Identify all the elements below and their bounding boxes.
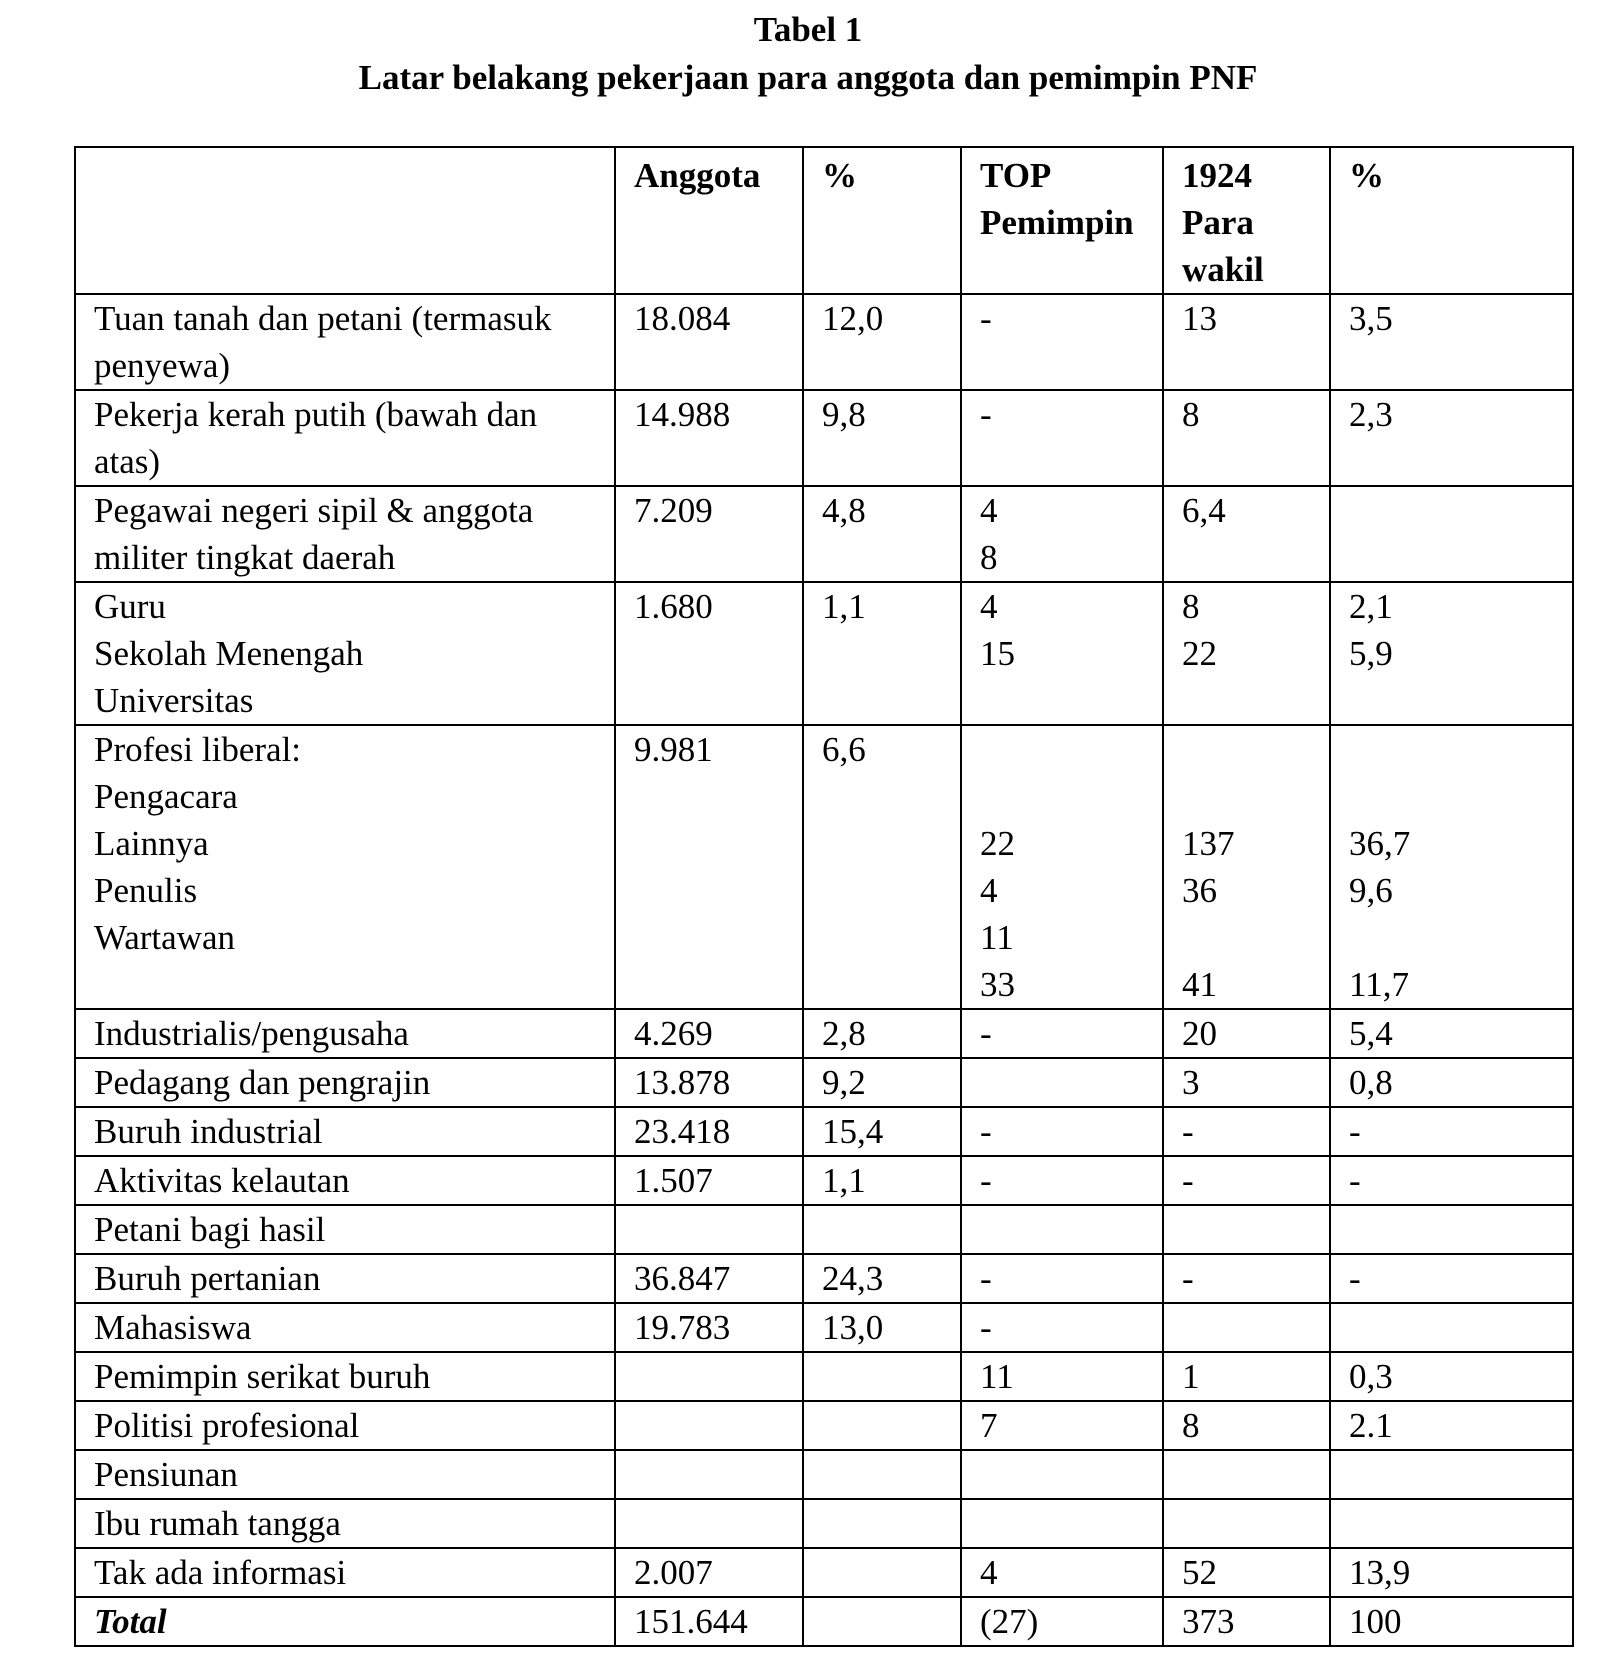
cell-text: Wartawan	[94, 918, 235, 957]
top-pemimpin-cell	[961, 1548, 1163, 1597]
anggota-cell	[615, 1156, 803, 1205]
cell-text: 15,4	[822, 1112, 884, 1151]
cell-text: Tak ada informasi	[94, 1553, 347, 1592]
anggota-cell	[615, 1107, 803, 1156]
header-percent	[803, 147, 961, 294]
top-pemimpin-cell	[961, 1401, 1163, 1450]
row-label-cell	[75, 582, 615, 725]
table-row	[75, 1401, 1573, 1450]
header-top-pemimpin	[961, 147, 1163, 294]
cell-text	[822, 1451, 960, 1498]
table-caption: Latar belakang pekerjaan para anggota dan pemimpin PNF	[358, 58, 1258, 97]
header-1924-para-wakil	[1163, 147, 1330, 294]
anggota-cell	[615, 1450, 803, 1499]
cell-text: 9.981	[634, 730, 713, 769]
row-label-cell	[75, 1058, 615, 1107]
cell-text: 13	[1182, 299, 1217, 338]
cell-text	[980, 1500, 1162, 1547]
cell-text: Pegawai negeri sipil & anggota	[94, 491, 534, 530]
cell-text: 4	[980, 1553, 998, 1592]
para-wakil-cell	[1163, 294, 1330, 390]
cell-text: 100	[1349, 1602, 1402, 1641]
cell-text	[634, 1353, 802, 1400]
table-row	[75, 1205, 1573, 1254]
cell-text: -	[980, 1161, 992, 1200]
row-label-cell	[75, 1254, 615, 1303]
anggota-cell	[615, 486, 803, 582]
cell-text	[1182, 1451, 1329, 1498]
percent-2-cell	[1330, 1548, 1573, 1597]
para-wakil-cell	[1163, 486, 1330, 582]
cell-text	[980, 1059, 1162, 1106]
table-row	[75, 1156, 1573, 1205]
cell-text: 2.1	[1349, 1406, 1393, 1445]
percent-2-cell	[1330, 294, 1573, 390]
cell-text: 9,8	[822, 395, 866, 434]
para-wakil-cell	[1163, 1156, 1330, 1205]
cell-text: 36,7	[1349, 824, 1411, 863]
para-wakil-cell	[1163, 1352, 1330, 1401]
cell-text: 2.007	[634, 1553, 713, 1592]
row-label-cell	[75, 1107, 615, 1156]
row-label-cell	[75, 1205, 615, 1254]
cell-text: 5,4	[1349, 1014, 1393, 1053]
row-label-cell	[75, 1352, 615, 1401]
occupation-table	[74, 146, 1574, 1647]
cell-text	[822, 1206, 960, 1253]
cell-text: 23.418	[634, 1112, 731, 1151]
top-pemimpin-cell	[961, 725, 1163, 1009]
cell-text: 3,5	[1349, 299, 1393, 338]
percent-2-cell	[1330, 1254, 1573, 1303]
cell-text: 14.988	[634, 395, 731, 434]
cell-text: -	[980, 1112, 992, 1151]
cell-text	[1349, 1500, 1572, 1547]
percent-cell	[803, 1548, 961, 1597]
cell-text: Buruh industrial	[94, 1112, 323, 1151]
cell-text	[822, 1353, 960, 1400]
table-row	[75, 1303, 1573, 1352]
cell-text: 33	[980, 965, 1015, 1004]
table-row	[75, 1352, 1573, 1401]
cell-text: 36.847	[634, 1259, 731, 1298]
table-row	[75, 725, 1573, 1009]
cell-text	[1182, 1500, 1329, 1547]
percent-cell	[803, 1205, 961, 1254]
para-wakil-cell	[1163, 1401, 1330, 1450]
cell-text: 4	[980, 871, 998, 910]
cell-text	[1182, 1304, 1329, 1351]
para-wakil-cell	[1163, 1597, 1330, 1646]
cell-text: 41	[1182, 965, 1217, 1004]
row-label-cell	[75, 294, 615, 390]
percent-cell	[803, 486, 961, 582]
cell-text: 3	[1182, 1063, 1200, 1102]
cell-text: -	[1349, 1161, 1361, 1200]
table-row	[75, 1254, 1573, 1303]
header-text: %	[1349, 156, 1384, 195]
cell-text: Ibu rumah tangga	[94, 1504, 341, 1543]
row-label-cell	[75, 1499, 615, 1548]
percent-cell	[803, 1058, 961, 1107]
anggota-cell	[615, 390, 803, 486]
cell-text: -	[1349, 1259, 1361, 1298]
row-label-cell	[75, 1401, 615, 1450]
para-wakil-cell	[1163, 1107, 1330, 1156]
header-percent-2	[1330, 147, 1573, 294]
cell-text	[634, 1500, 802, 1547]
top-pemimpin-cell	[961, 294, 1163, 390]
row-label-cell	[75, 486, 615, 582]
row-label-cell	[75, 1303, 615, 1352]
cell-text: -	[980, 1259, 992, 1298]
anggota-cell	[615, 725, 803, 1009]
percent-2-cell	[1330, 1303, 1573, 1352]
header-text: wakil	[1182, 250, 1264, 289]
cell-text: Guru	[94, 587, 166, 626]
cell-text: 1,1	[822, 587, 866, 626]
cell-text: Lainnya	[94, 824, 209, 863]
anggota-cell	[615, 582, 803, 725]
percent-2-cell	[1330, 1401, 1573, 1450]
row-label-cell	[75, 1156, 615, 1205]
cell-text: 8	[980, 538, 998, 577]
row-label-cell	[75, 390, 615, 486]
para-wakil-cell	[1163, 1548, 1330, 1597]
top-pemimpin-cell	[961, 390, 1163, 486]
para-wakil-cell	[1163, 1303, 1330, 1352]
percent-cell	[803, 390, 961, 486]
cell-text: 2,3	[1349, 395, 1393, 434]
top-pemimpin-cell	[961, 486, 1163, 582]
row-label-cell	[75, 1450, 615, 1499]
cell-text: 4,8	[822, 491, 866, 530]
percent-cell	[803, 582, 961, 725]
table-row	[75, 1058, 1573, 1107]
anggota-cell	[615, 1401, 803, 1450]
cell-text	[980, 1206, 1162, 1253]
table-row	[75, 1548, 1573, 1597]
cell-text: 18.084	[634, 299, 731, 338]
row-label-cell	[75, 1009, 615, 1058]
cell-text: 13,0	[822, 1308, 884, 1347]
table-row	[75, 1009, 1573, 1058]
header-row	[75, 147, 1573, 294]
header-text: TOP	[980, 156, 1052, 195]
cell-text: 22	[980, 824, 1015, 863]
cell-text	[980, 1451, 1162, 1498]
header-blank	[75, 147, 615, 294]
cell-text: 373	[1182, 1602, 1235, 1641]
cell-text: 4	[980, 491, 998, 530]
top-pemimpin-cell	[961, 1107, 1163, 1156]
cell-text: Penulis	[94, 871, 198, 910]
cell-text: 11	[980, 918, 1014, 957]
cell-text: 2,1	[1349, 587, 1393, 626]
cell-text	[1182, 914, 1329, 961]
cell-text: Profesi liberal:	[94, 730, 302, 769]
cell-text: Petani bagi hasil	[94, 1210, 326, 1249]
percent-2-cell	[1330, 1107, 1573, 1156]
cell-text: 19.783	[634, 1308, 731, 1347]
cell-text: 8	[1182, 1406, 1200, 1445]
cell-text: 11	[980, 1357, 1014, 1396]
cell-text: 1.680	[634, 587, 713, 626]
cell-text	[634, 1451, 802, 1498]
anggota-cell	[615, 1205, 803, 1254]
percent-cell	[803, 725, 961, 1009]
cell-text: 137	[1182, 824, 1235, 863]
percent-2-cell	[1330, 1352, 1573, 1401]
para-wakil-cell	[1163, 1450, 1330, 1499]
header-text: 1924	[1182, 156, 1252, 195]
cell-text: 4	[980, 587, 998, 626]
table-number-title: Tabel 1	[753, 10, 863, 49]
cell-text: 1.507	[634, 1161, 713, 1200]
percent-2-cell	[1330, 1597, 1573, 1646]
cell-text: -	[1182, 1259, 1194, 1298]
cell-text: -	[980, 1308, 992, 1347]
para-wakil-cell	[1163, 390, 1330, 486]
cell-text: Pengacara	[94, 777, 238, 816]
top-pemimpin-cell	[961, 1597, 1163, 1646]
cell-text: Sekolah Menengah	[94, 634, 364, 673]
cell-text	[822, 1549, 960, 1596]
cell-text	[94, 961, 614, 1008]
cell-text: 7.209	[634, 491, 713, 530]
table-body	[75, 294, 1573, 1646]
header-text: Pemimpin	[980, 203, 1134, 242]
para-wakil-cell	[1163, 1058, 1330, 1107]
table-row	[75, 1499, 1573, 1548]
cell-text: 1	[1182, 1357, 1200, 1396]
cell-text: 6,6	[822, 730, 866, 769]
percent-2-cell	[1330, 1499, 1573, 1548]
top-pemimpin-cell	[961, 582, 1163, 725]
cell-text: penyewa)	[94, 346, 231, 385]
cell-text	[634, 1206, 802, 1253]
cell-text	[822, 1598, 960, 1645]
cell-text: Mahasiswa	[94, 1308, 252, 1347]
cell-text: Pemimpin serikat buruh	[94, 1357, 431, 1396]
anggota-cell	[615, 1303, 803, 1352]
cell-text: Politisi profesional	[94, 1406, 360, 1445]
cell-text: 6,4	[1182, 491, 1226, 530]
top-pemimpin-cell	[961, 1352, 1163, 1401]
cell-text: -	[980, 299, 992, 338]
cell-text: 13.878	[634, 1063, 731, 1102]
cell-text	[1182, 1206, 1329, 1253]
anggota-cell	[615, 1499, 803, 1548]
anggota-cell	[615, 1058, 803, 1107]
anggota-cell	[615, 1009, 803, 1058]
cell-text: 0,8	[1349, 1063, 1393, 1102]
percent-cell	[803, 1401, 961, 1450]
top-pemimpin-cell	[961, 1254, 1163, 1303]
cell-text	[980, 726, 1162, 773]
percent-cell	[803, 1254, 961, 1303]
top-pemimpin-cell	[961, 1450, 1163, 1499]
cell-text	[1349, 1206, 1572, 1253]
cell-text	[1349, 487, 1572, 534]
cell-text	[634, 1402, 802, 1449]
para-wakil-cell	[1163, 1499, 1330, 1548]
percent-cell	[803, 1156, 961, 1205]
top-pemimpin-cell	[961, 1205, 1163, 1254]
cell-text: -	[980, 395, 992, 434]
para-wakil-cell	[1163, 1254, 1330, 1303]
cell-text: Pekerja kerah putih (bawah dan	[94, 395, 538, 434]
table-row	[75, 1107, 1573, 1156]
header-text: %	[822, 156, 857, 195]
anggota-cell	[615, 294, 803, 390]
cell-text: 9,2	[822, 1063, 866, 1102]
para-wakil-cell	[1163, 1205, 1330, 1254]
row-label-cell	[75, 1597, 615, 1646]
cell-text: 52	[1182, 1553, 1217, 1592]
percent-cell	[803, 1499, 961, 1548]
percent-2-cell	[1330, 1009, 1573, 1058]
percent-cell	[803, 1450, 961, 1499]
cell-text	[1349, 1304, 1572, 1351]
total-row	[75, 1597, 1573, 1646]
table-row	[75, 390, 1573, 486]
cell-text	[1182, 773, 1329, 820]
cell-text	[980, 773, 1162, 820]
percent-2-cell	[1330, 390, 1573, 486]
cell-text: 13,9	[1349, 1553, 1411, 1592]
cell-text	[1349, 726, 1572, 773]
cell-text	[1349, 773, 1572, 820]
percent-2-cell	[1330, 1156, 1573, 1205]
para-wakil-cell	[1163, 725, 1330, 1009]
cell-text	[1349, 914, 1572, 961]
top-pemimpin-cell	[961, 1058, 1163, 1107]
cell-text: -	[1182, 1112, 1194, 1151]
header-text	[94, 152, 614, 199]
cell-text: 20	[1182, 1014, 1217, 1053]
header-text: Para	[1182, 203, 1254, 242]
percent-cell	[803, 294, 961, 390]
cell-text: 11,7	[1349, 965, 1409, 1004]
cell-text: 4.269	[634, 1014, 713, 1053]
cell-text	[1182, 726, 1329, 773]
cell-text: -	[1182, 1161, 1194, 1200]
table-row	[75, 486, 1573, 582]
percent-cell	[803, 1107, 961, 1156]
percent-cell	[803, 1303, 961, 1352]
cell-text: 151.644	[634, 1602, 748, 1641]
cell-text	[1349, 1451, 1572, 1498]
anggota-cell	[615, 1548, 803, 1597]
cell-text: 5,9	[1349, 634, 1393, 673]
row-label-cell	[75, 725, 615, 1009]
cell-text: Pensiunan	[94, 1455, 238, 1494]
top-pemimpin-cell	[961, 1156, 1163, 1205]
percent-2-cell	[1330, 582, 1573, 725]
cell-text: Aktivitas kelautan	[94, 1161, 350, 1200]
cell-text: Pedagang dan pengrajin	[94, 1063, 431, 1102]
cell-text: Tuan tanah dan petani (termasuk	[94, 299, 552, 338]
percent-cell	[803, 1352, 961, 1401]
cell-text: 24,3	[822, 1259, 884, 1298]
cell-text	[822, 1402, 960, 1449]
cell-text: (27)	[980, 1602, 1039, 1641]
para-wakil-cell	[1163, 1009, 1330, 1058]
cell-text: 8	[1182, 587, 1200, 626]
cell-text: 7	[980, 1406, 998, 1445]
cell-text	[822, 1500, 960, 1547]
cell-text: 8	[1182, 395, 1200, 434]
header-text: Anggota	[634, 156, 761, 195]
percent-cell	[803, 1009, 961, 1058]
anggota-cell	[615, 1352, 803, 1401]
cell-text: Universitas	[94, 681, 254, 720]
top-pemimpin-cell	[961, 1303, 1163, 1352]
cell-text: militer tingkat daerah	[94, 538, 396, 577]
cell-text: 22	[1182, 634, 1217, 673]
anggota-cell	[615, 1254, 803, 1303]
table-row	[75, 1450, 1573, 1499]
cell-text: Industrialis/pengusaha	[94, 1014, 409, 1053]
percent-2-cell	[1330, 1205, 1573, 1254]
header-anggota	[615, 147, 803, 294]
top-pemimpin-cell	[961, 1009, 1163, 1058]
cell-text: atas)	[94, 442, 161, 481]
table-row	[75, 294, 1573, 390]
para-wakil-cell	[1163, 582, 1330, 725]
cell-text: 0,3	[1349, 1357, 1393, 1396]
percent-2-cell	[1330, 486, 1573, 582]
row-label-cell	[75, 1548, 615, 1597]
cell-text: 9,6	[1349, 871, 1393, 910]
cell-text: 36	[1182, 871, 1217, 910]
cell-text: Buruh pertanian	[94, 1259, 321, 1298]
anggota-cell	[615, 1597, 803, 1646]
cell-text: 1,1	[822, 1161, 866, 1200]
top-pemimpin-cell	[961, 1499, 1163, 1548]
cell-text: 15	[980, 634, 1015, 673]
cell-text: -	[980, 1014, 992, 1053]
percent-2-cell	[1330, 1450, 1573, 1499]
percent-2-cell	[1330, 1058, 1573, 1107]
cell-text: 12,0	[822, 299, 884, 338]
percent-2-cell	[1330, 725, 1573, 1009]
cell-text: 2,8	[822, 1014, 866, 1053]
cell-text: Total	[94, 1602, 167, 1641]
percent-cell	[803, 1597, 961, 1646]
cell-text: -	[1349, 1112, 1361, 1151]
table-row	[75, 582, 1573, 725]
